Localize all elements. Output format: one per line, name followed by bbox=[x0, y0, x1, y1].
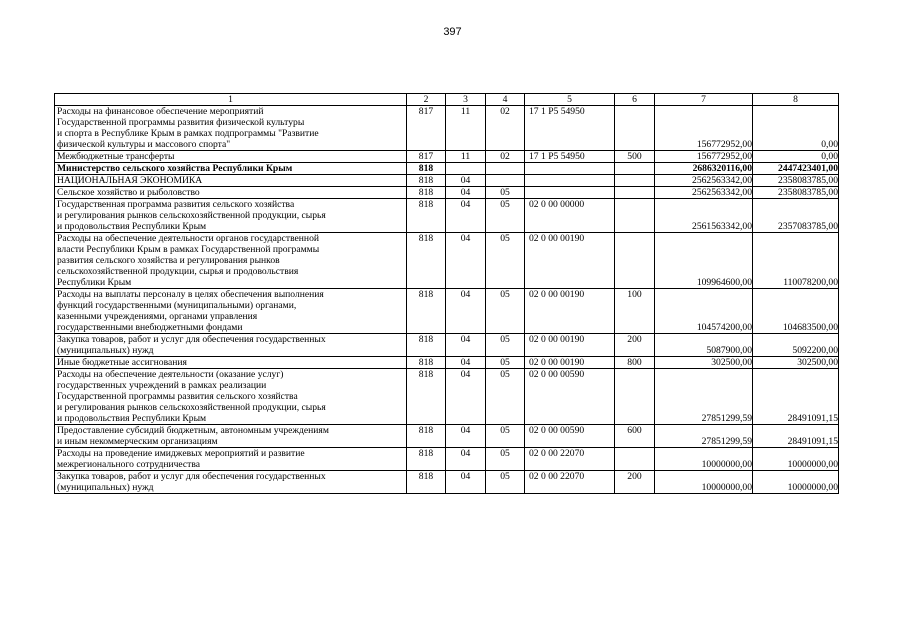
cell-amount-year-2: 10000000,00 bbox=[753, 448, 839, 471]
cell-amount-year-2: 28491091,15 bbox=[753, 369, 839, 425]
cell-section-code: 04 bbox=[446, 357, 486, 369]
cell-subsection-code: 05 bbox=[486, 233, 525, 289]
cell-expense-type bbox=[615, 106, 655, 151]
cell-target-article: 02 0 00 00000 bbox=[525, 199, 615, 233]
cell-subsection-code: 05 bbox=[486, 187, 525, 199]
cell-subsection-code: 05 bbox=[486, 448, 525, 471]
cell-subsection-code bbox=[486, 175, 525, 187]
header-col-1: 1 bbox=[55, 94, 407, 106]
row-name-text: Расходы на обеспечение деятельности органов государственной власти Республики Крым в рамках Государственной программы развития сельского хозяйства и регулирования рынков сельскохозяйственной продукции, сырья и продовольствия Республики Крым bbox=[57, 233, 320, 288]
cell-section-code: 04 bbox=[446, 471, 486, 494]
cell-ministry-code: 818 bbox=[407, 175, 446, 187]
table-row bbox=[55, 233, 839, 289]
cell-amount-year-2: 2447423401,00 bbox=[753, 163, 839, 175]
cell-amount-year-2: 0,00 bbox=[753, 151, 839, 163]
budget-table bbox=[54, 93, 839, 494]
cell-expense-type bbox=[615, 187, 655, 199]
cell-target-article bbox=[525, 175, 615, 187]
cell-subsection-code: 05 bbox=[486, 471, 525, 494]
cell-ministry-code: 818 bbox=[407, 471, 446, 494]
cell-ministry-code: 818 bbox=[407, 199, 446, 233]
cell-amount-year-2: 2358083785,00 bbox=[753, 175, 839, 187]
row-name-text: Иные бюджетные ассигнования bbox=[57, 357, 187, 368]
header-col-2: 2 bbox=[407, 94, 446, 106]
table-row bbox=[55, 334, 839, 357]
cell-amount-year-1: 2562563342,00 bbox=[655, 187, 753, 199]
cell-subsection-code: 05 bbox=[486, 199, 525, 233]
cell-target-article: 02 0 00 00190 bbox=[525, 357, 615, 369]
cell-name bbox=[55, 369, 407, 425]
cell-amount-year-2: 5092200,00 bbox=[753, 334, 839, 357]
cell-amount-year-1: 2561563342,00 bbox=[655, 199, 753, 233]
header-col-3: 3 bbox=[446, 94, 486, 106]
header-col-4: 4 bbox=[486, 94, 525, 106]
cell-amount-year-1: 27851299,59 bbox=[655, 425, 753, 448]
table-row bbox=[55, 106, 839, 151]
cell-ministry-code: 818 bbox=[407, 233, 446, 289]
cell-amount-year-1: 156772952,00 bbox=[655, 151, 753, 163]
cell-name bbox=[55, 199, 407, 233]
cell-target-article: 02 0 00 00190 bbox=[525, 233, 615, 289]
row-name-text: Предоставление субсидий бюджетным, автономным учреждениям и иным некоммерческим организациям bbox=[57, 425, 329, 447]
row-name-text: Расходы на выплаты персоналу в целях обеспечения выполнения функций государственными (муниципальными) органами, казенными учреждениями, органами управления государственными внебюджетными фондами bbox=[57, 289, 324, 333]
row-name-text: Межбюджетные трансферты bbox=[57, 151, 175, 162]
cell-name bbox=[55, 151, 407, 163]
cell-target-article bbox=[525, 187, 615, 199]
table-row bbox=[55, 425, 839, 448]
cell-target-article bbox=[525, 163, 615, 175]
cell-section-code: 11 bbox=[446, 106, 486, 151]
table-row bbox=[55, 175, 839, 187]
table-row bbox=[55, 187, 839, 199]
cell-subsection-code: 05 bbox=[486, 334, 525, 357]
cell-target-article: 02 0 00 00190 bbox=[525, 289, 615, 334]
cell-amount-year-1: 5087900,00 bbox=[655, 334, 753, 357]
header-col-5: 5 bbox=[525, 94, 615, 106]
cell-amount-year-1: 109964600,00 bbox=[655, 233, 753, 289]
cell-target-article: 02 0 00 22070 bbox=[525, 471, 615, 494]
cell-expense-type bbox=[615, 233, 655, 289]
table-row bbox=[55, 471, 839, 494]
cell-name bbox=[55, 289, 407, 334]
cell-target-article: 02 0 00 00190 bbox=[525, 334, 615, 357]
table-row bbox=[55, 151, 839, 163]
cell-section-code: 04 bbox=[446, 175, 486, 187]
cell-subsection-code: 05 bbox=[486, 357, 525, 369]
cell-subsection-code: 05 bbox=[486, 289, 525, 334]
cell-ministry-code: 818 bbox=[407, 425, 446, 448]
cell-section-code: 04 bbox=[446, 425, 486, 448]
cell-section-code: 11 bbox=[446, 151, 486, 163]
cell-amount-year-2: 2357083785,00 bbox=[753, 199, 839, 233]
cell-subsection-code: 02 bbox=[486, 151, 525, 163]
cell-subsection-code: 02 bbox=[486, 106, 525, 151]
cell-expense-type bbox=[615, 163, 655, 175]
cell-name bbox=[55, 425, 407, 448]
cell-amount-year-1: 10000000,00 bbox=[655, 448, 753, 471]
cell-expense-type: 200 bbox=[615, 334, 655, 357]
row-name-text: Министерство сельского хозяйства Республики Крым bbox=[57, 163, 293, 174]
table-row bbox=[55, 357, 839, 369]
table-row bbox=[55, 289, 839, 334]
cell-amount-year-2: 104683500,00 bbox=[753, 289, 839, 334]
cell-name bbox=[55, 175, 407, 187]
cell-section-code: 04 bbox=[446, 448, 486, 471]
cell-expense-type bbox=[615, 369, 655, 425]
cell-ministry-code: 817 bbox=[407, 151, 446, 163]
page-number: 397 bbox=[443, 26, 462, 38]
row-name-text: Закупка товаров, работ и услуг для обеспечения государственных (муниципальных) нужд bbox=[57, 334, 326, 356]
cell-amount-year-2: 28491091,15 bbox=[753, 425, 839, 448]
cell-ministry-code: 818 bbox=[407, 369, 446, 425]
cell-ministry-code: 818 bbox=[407, 448, 446, 471]
cell-expense-type: 500 bbox=[615, 151, 655, 163]
cell-expense-type: 600 bbox=[615, 425, 655, 448]
row-name-text: НАЦИОНАЛЬНАЯ ЭКОНОМИКА bbox=[57, 175, 203, 186]
cell-section-code: 04 bbox=[446, 199, 486, 233]
table-row bbox=[55, 369, 839, 425]
cell-ministry-code: 818 bbox=[407, 187, 446, 199]
row-name-text: Сельское хозяйство и рыболовство bbox=[57, 187, 200, 198]
cell-ministry-code: 818 bbox=[407, 163, 446, 175]
cell-amount-year-1: 104574200,00 bbox=[655, 289, 753, 334]
cell-expense-type: 200 bbox=[615, 471, 655, 494]
cell-section-code: 04 bbox=[446, 233, 486, 289]
row-name-text: Расходы на финансовое обеспечение мероприятий Государственной программы развития физической культуры и спорта в Республике Крым в рамках подпрограммы "Развитие физической культуры и массового спорта" bbox=[57, 106, 319, 150]
table-row bbox=[55, 448, 839, 471]
cell-target-article: 02 0 00 00590 bbox=[525, 369, 615, 425]
cell-section-code: 04 bbox=[446, 369, 486, 425]
cell-expense-type: 800 bbox=[615, 357, 655, 369]
cell-amount-year-1: 27851299,59 bbox=[655, 369, 753, 425]
cell-expense-type bbox=[615, 448, 655, 471]
cell-section-code: 04 bbox=[446, 334, 486, 357]
cell-section-code bbox=[446, 163, 486, 175]
cell-target-article: 17 1 P5 54950 bbox=[525, 151, 615, 163]
header-col-6: 6 bbox=[615, 94, 655, 106]
cell-target-article: 02 0 00 22070 bbox=[525, 448, 615, 471]
cell-amount-year-2: 10000000,00 bbox=[753, 471, 839, 494]
cell-amount-year-2: 302500,00 bbox=[753, 357, 839, 369]
cell-ministry-code: 818 bbox=[407, 334, 446, 357]
cell-name bbox=[55, 471, 407, 494]
cell-subsection-code: 05 bbox=[486, 425, 525, 448]
row-name-text: Расходы на обеспечение деятельности (оказание услуг) государственных учреждений в рамках реализации Государственной программы развития сельского хозяйства и регулирования рынков сельскохозяйственной продукции, сырья и продовольствия Республики Крым bbox=[57, 369, 326, 424]
cell-target-article: 02 0 00 00590 bbox=[525, 425, 615, 448]
table-row bbox=[55, 199, 839, 233]
table-body bbox=[55, 94, 839, 494]
header-col-8: 8 bbox=[753, 94, 839, 106]
cell-amount-year-1: 2686320116,00 bbox=[655, 163, 753, 175]
cell-name bbox=[55, 448, 407, 471]
cell-target-article: 17 1 P5 54950 bbox=[525, 106, 615, 151]
cell-amount-year-2: 110078200,00 bbox=[753, 233, 839, 289]
cell-expense-type bbox=[615, 199, 655, 233]
cell-section-code: 04 bbox=[446, 187, 486, 199]
cell-amount-year-1: 10000000,00 bbox=[655, 471, 753, 494]
cell-name bbox=[55, 187, 407, 199]
table-header-row bbox=[55, 94, 839, 106]
cell-name bbox=[55, 334, 407, 357]
cell-name bbox=[55, 163, 407, 175]
row-name-text: Расходы на проведение имиджевых мероприятий и развитие межрегионального сотрудничества bbox=[57, 448, 305, 470]
cell-name bbox=[55, 357, 407, 369]
cell-expense-type bbox=[615, 175, 655, 187]
row-name-text: Закупка товаров, работ и услуг для обеспечения государственных (муниципальных) нужд bbox=[57, 471, 326, 493]
cell-name bbox=[55, 233, 407, 289]
cell-amount-year-2: 0,00 bbox=[753, 106, 839, 151]
cell-amount-year-1: 302500,00 bbox=[655, 357, 753, 369]
cell-expense-type: 100 bbox=[615, 289, 655, 334]
cell-ministry-code: 817 bbox=[407, 106, 446, 151]
cell-ministry-code: 818 bbox=[407, 289, 446, 334]
cell-section-code: 04 bbox=[446, 289, 486, 334]
cell-amount-year-1: 156772952,00 bbox=[655, 106, 753, 151]
cell-subsection-code bbox=[486, 163, 525, 175]
cell-amount-year-2: 2358083785,00 bbox=[753, 187, 839, 199]
header-col-7: 7 bbox=[655, 94, 753, 106]
cell-subsection-code: 05 bbox=[486, 369, 525, 425]
cell-ministry-code: 818 bbox=[407, 357, 446, 369]
table-row bbox=[55, 163, 839, 175]
cell-name bbox=[55, 106, 407, 151]
cell-amount-year-1: 2562563342,00 bbox=[655, 175, 753, 187]
row-name-text: Государственная программа развития сельского хозяйства и регулирования рынков сельскохозяйственной продукции, сырья и продовольствия Республики Крым bbox=[57, 199, 326, 232]
